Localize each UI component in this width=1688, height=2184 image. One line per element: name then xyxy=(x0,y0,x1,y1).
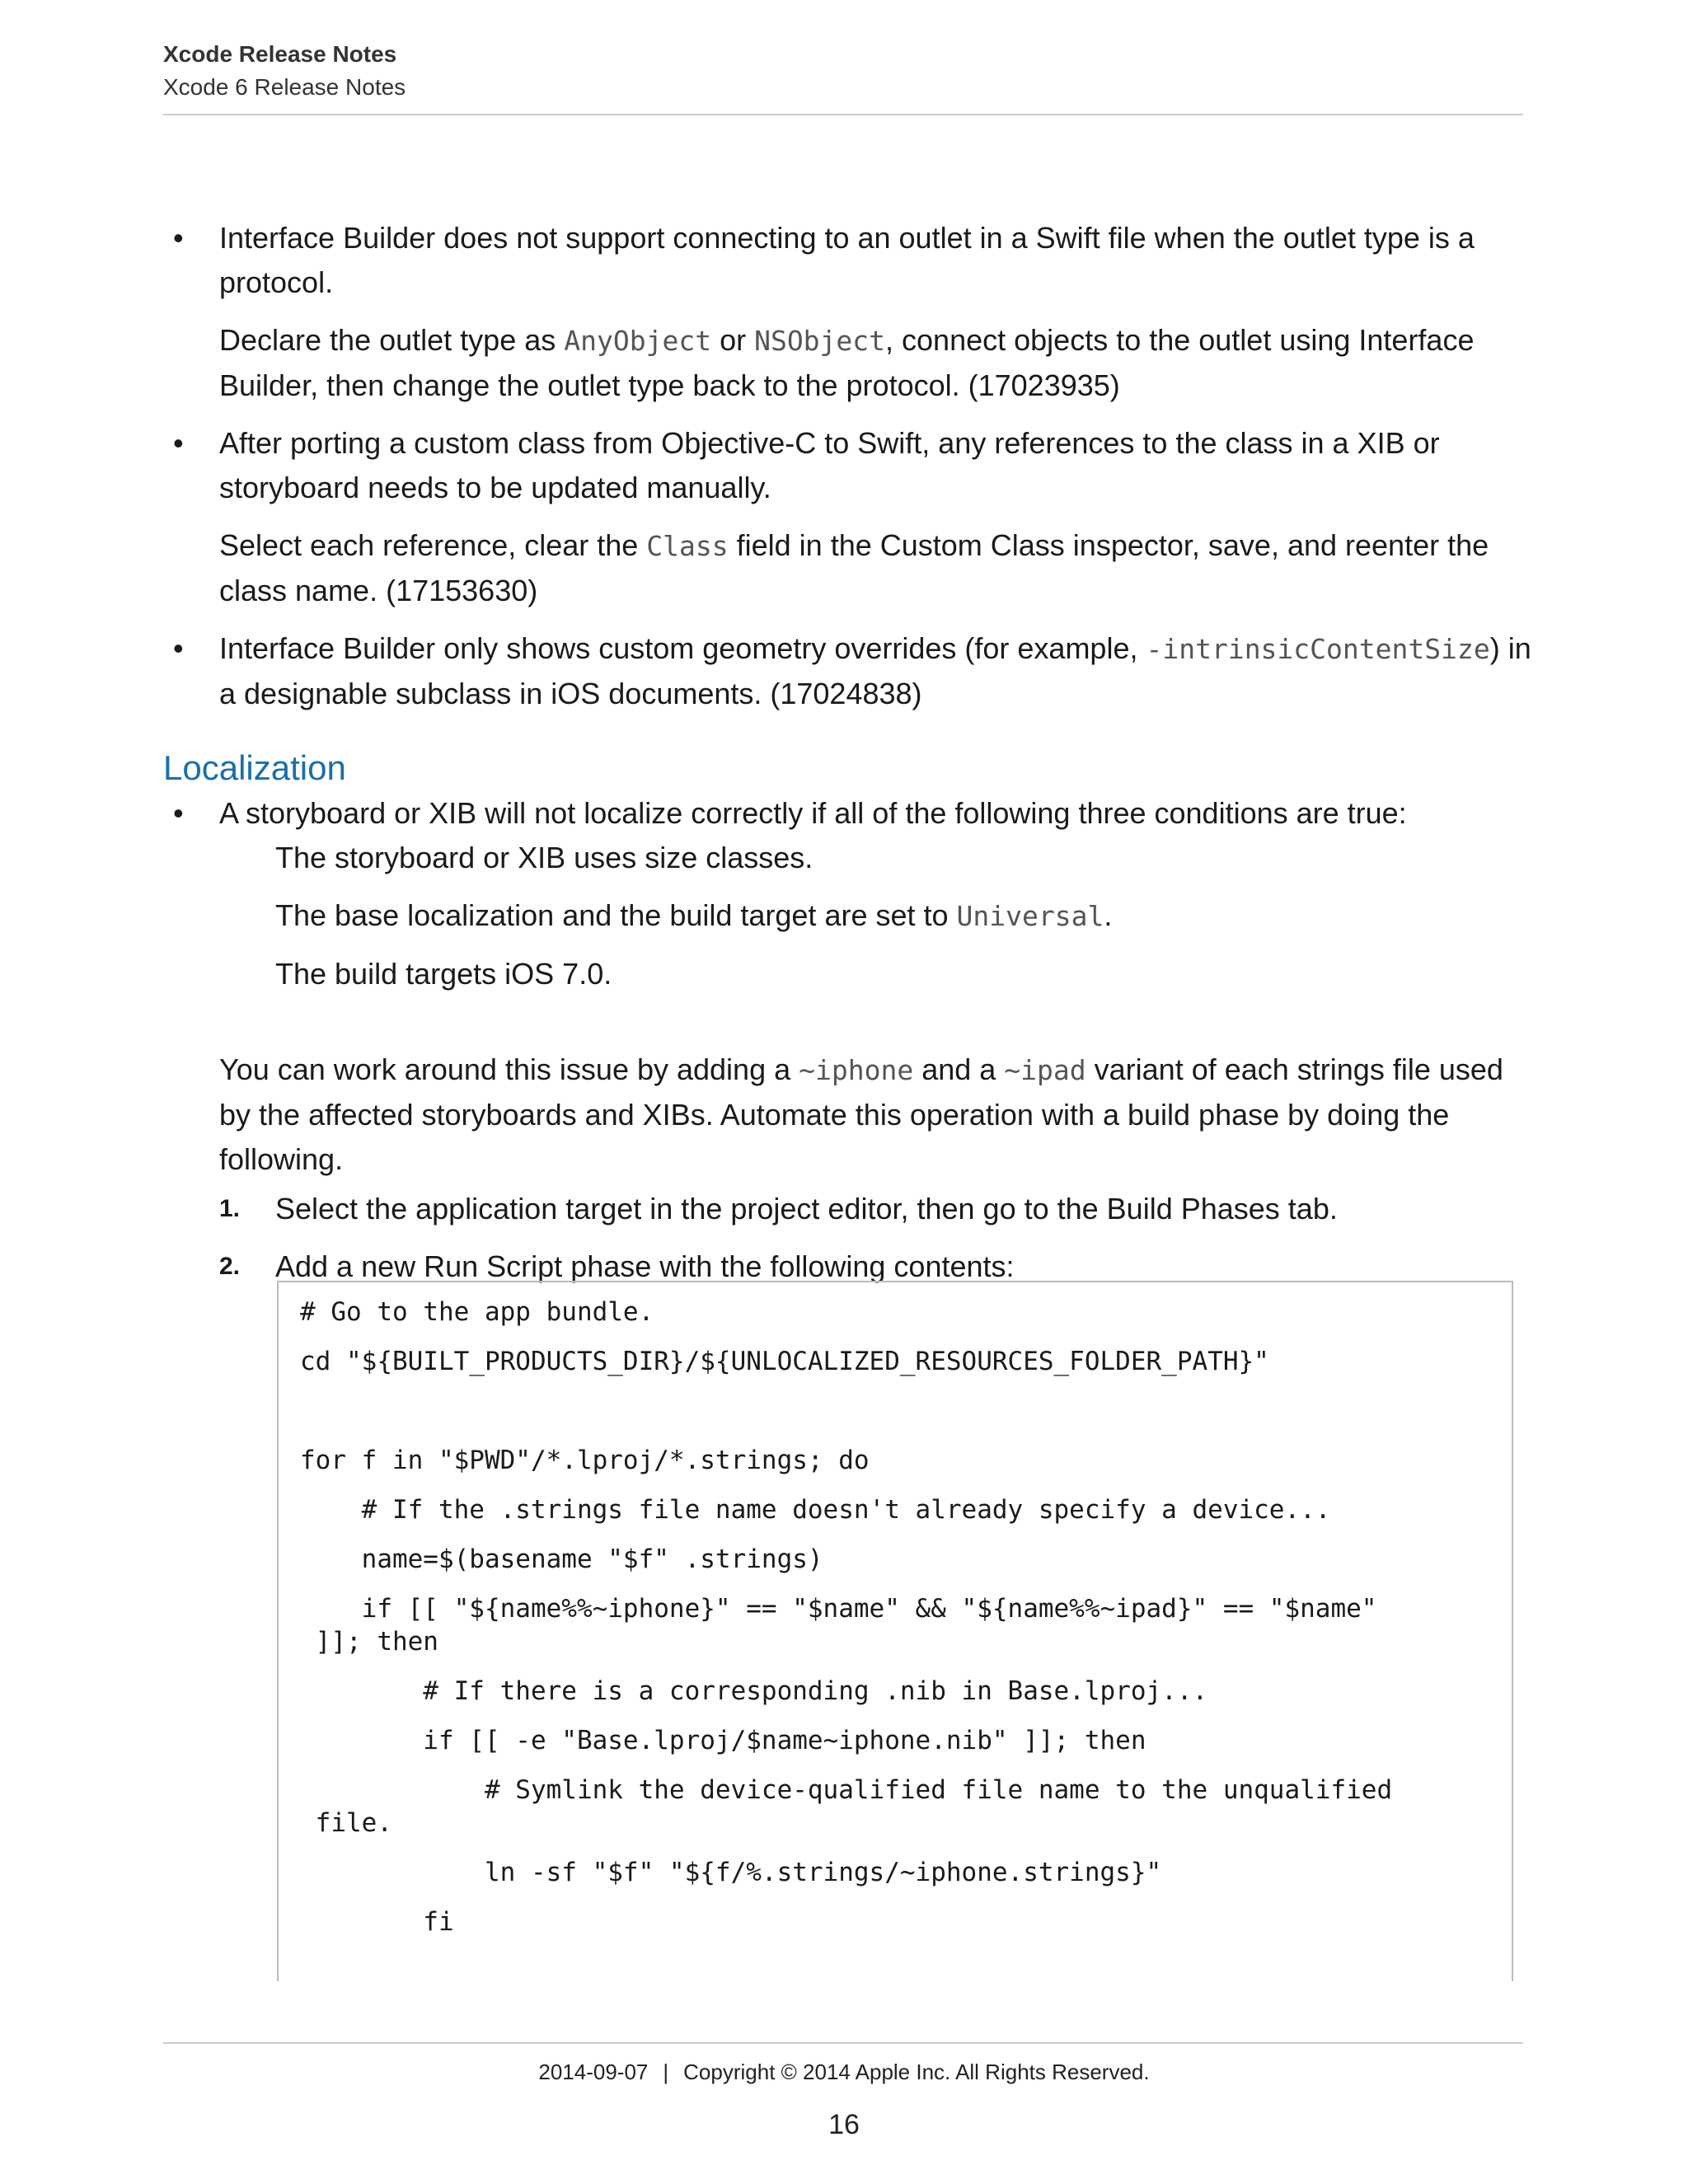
code-line: # If the .strings file name doesn't already specify a device... xyxy=(300,1495,1331,1525)
conditions-list xyxy=(163,836,1531,996)
interface-builder-issues xyxy=(163,216,1531,716)
code-blank-line xyxy=(300,1394,1492,1427)
header-divider xyxy=(163,114,1523,115)
text: and a xyxy=(913,1052,1005,1086)
code-line: for f in "$PWD"/*.lproj/*.strings; do xyxy=(300,1446,870,1475)
section-heading: Localization xyxy=(163,748,346,787)
text: You can work around this issue by adding a xyxy=(219,1052,799,1086)
code-line: ln -sf "$f" "${f/%.strings/~iphone.strings}" xyxy=(300,1858,1162,1887)
document-title: Xcode 6 Release Notes xyxy=(163,74,406,100)
paragraph xyxy=(219,318,1531,408)
list-item xyxy=(163,626,1531,716)
text: Interface Builder only shows custom geometry overrides (for example, xyxy=(219,631,1146,665)
text: ) in a designable subclass in iOS documents. (17024838) xyxy=(219,631,1531,710)
list-item xyxy=(163,421,1531,613)
condition: The build targets iOS 7.0. xyxy=(275,957,612,991)
step-text: Select the application target in the project editor, then go to the Build Phases tab. xyxy=(275,1192,1338,1226)
code-block xyxy=(277,1281,1513,1981)
paragraph: • A storyboard or XIB will not localize correctly if all of the following three conditions are true: xyxy=(219,796,1407,830)
text: , connect objects to the outlet using Interface Builder, then change the outlet type back to the protocol. (17023935) xyxy=(219,323,1475,402)
text: or xyxy=(711,323,755,357)
code-line: # Symlink the device-qualified file name to the unqualified xyxy=(300,1775,1393,1805)
paragraph xyxy=(219,626,1531,716)
running-header xyxy=(163,38,1523,104)
copyright-notice: Copyright © 2014 Apple Inc. All Rights Reserved. xyxy=(683,2060,1150,2084)
step-text: Add a new Run Script phase with the following contents: xyxy=(275,1249,1015,1283)
paragraph xyxy=(219,523,1531,613)
book-title: Xcode Release Notes xyxy=(163,41,397,67)
inline-code: ~ipad xyxy=(1004,1054,1086,1086)
code-line: ]]; then xyxy=(300,1627,438,1657)
code-line: # If there is a corresponding .nib in Base.lproj... xyxy=(300,1676,1208,1706)
text: field in the Custom Class inspector, save, and reenter the class name. (17153630) xyxy=(219,528,1489,607)
condition: The storyboard or XIB uses size classes. xyxy=(275,841,814,874)
inline-code: AnyObject xyxy=(564,325,712,357)
inline-code: NSObject xyxy=(754,325,886,357)
code-line: if [[ "${name%%~iphone}" == "$name" && "${name%%~ipad}" == "$name" xyxy=(300,1594,1377,1624)
paragraph: • After porting a custom class from Objective-C to Swift, any references to the class in a XIB or storyboard needs to be updated manually. xyxy=(219,426,1440,504)
inline-code: Class xyxy=(646,530,729,562)
paragraph: • Interface Builder does not support connecting to an outlet in a Swift file when the outlet type is a protocol. xyxy=(219,221,1475,299)
code-line: cd "${BUILT_PRODUCTS_DIR}/${UNLOCALIZED_RESOURCES_FOLDER_PATH}" xyxy=(300,1347,1269,1376)
list-item xyxy=(163,791,1531,836)
localization-section xyxy=(163,745,1531,1289)
list-item xyxy=(163,216,1531,408)
footer-separator: | xyxy=(663,2060,669,2084)
paragraph xyxy=(219,1047,1531,1182)
steps-list xyxy=(163,1187,1531,1289)
list-item xyxy=(219,1187,1531,1231)
inline-code: Universal xyxy=(956,900,1104,932)
inline-code: ~iphone xyxy=(799,1054,914,1086)
text: variant of each strings file used by the affected storyboards and XIBs. Automate this operation with a build phase by doing the following. xyxy=(219,1052,1503,1176)
code-line: file. xyxy=(300,1808,392,1838)
code-line: fi xyxy=(300,1907,454,1937)
inline-code: -intrinsicContentSize xyxy=(1146,633,1490,665)
condition xyxy=(275,893,1531,939)
page-footer xyxy=(0,2055,1688,2088)
text: . xyxy=(1104,898,1113,932)
step-number: 1. xyxy=(219,1195,241,1222)
footer-divider xyxy=(163,2042,1523,2044)
workaround-paragraph xyxy=(163,1047,1531,1182)
publication-date: 2014-09-07 xyxy=(538,2060,649,2084)
page-number: 16 xyxy=(828,2109,860,2140)
text: The base localization and the build target are set to xyxy=(275,898,957,932)
code-line: # Go to the app bundle. xyxy=(300,1297,654,1327)
code-line: if [[ -e "Base.lproj/$name~iphone.nib" ]]; then xyxy=(300,1726,1146,1755)
code-line: name=$(basename "$f" .strings) xyxy=(300,1544,823,1574)
text: Select each reference, clear the xyxy=(219,528,647,562)
step-number: 2. xyxy=(219,1253,241,1280)
text: Declare the outlet type as xyxy=(219,323,565,357)
